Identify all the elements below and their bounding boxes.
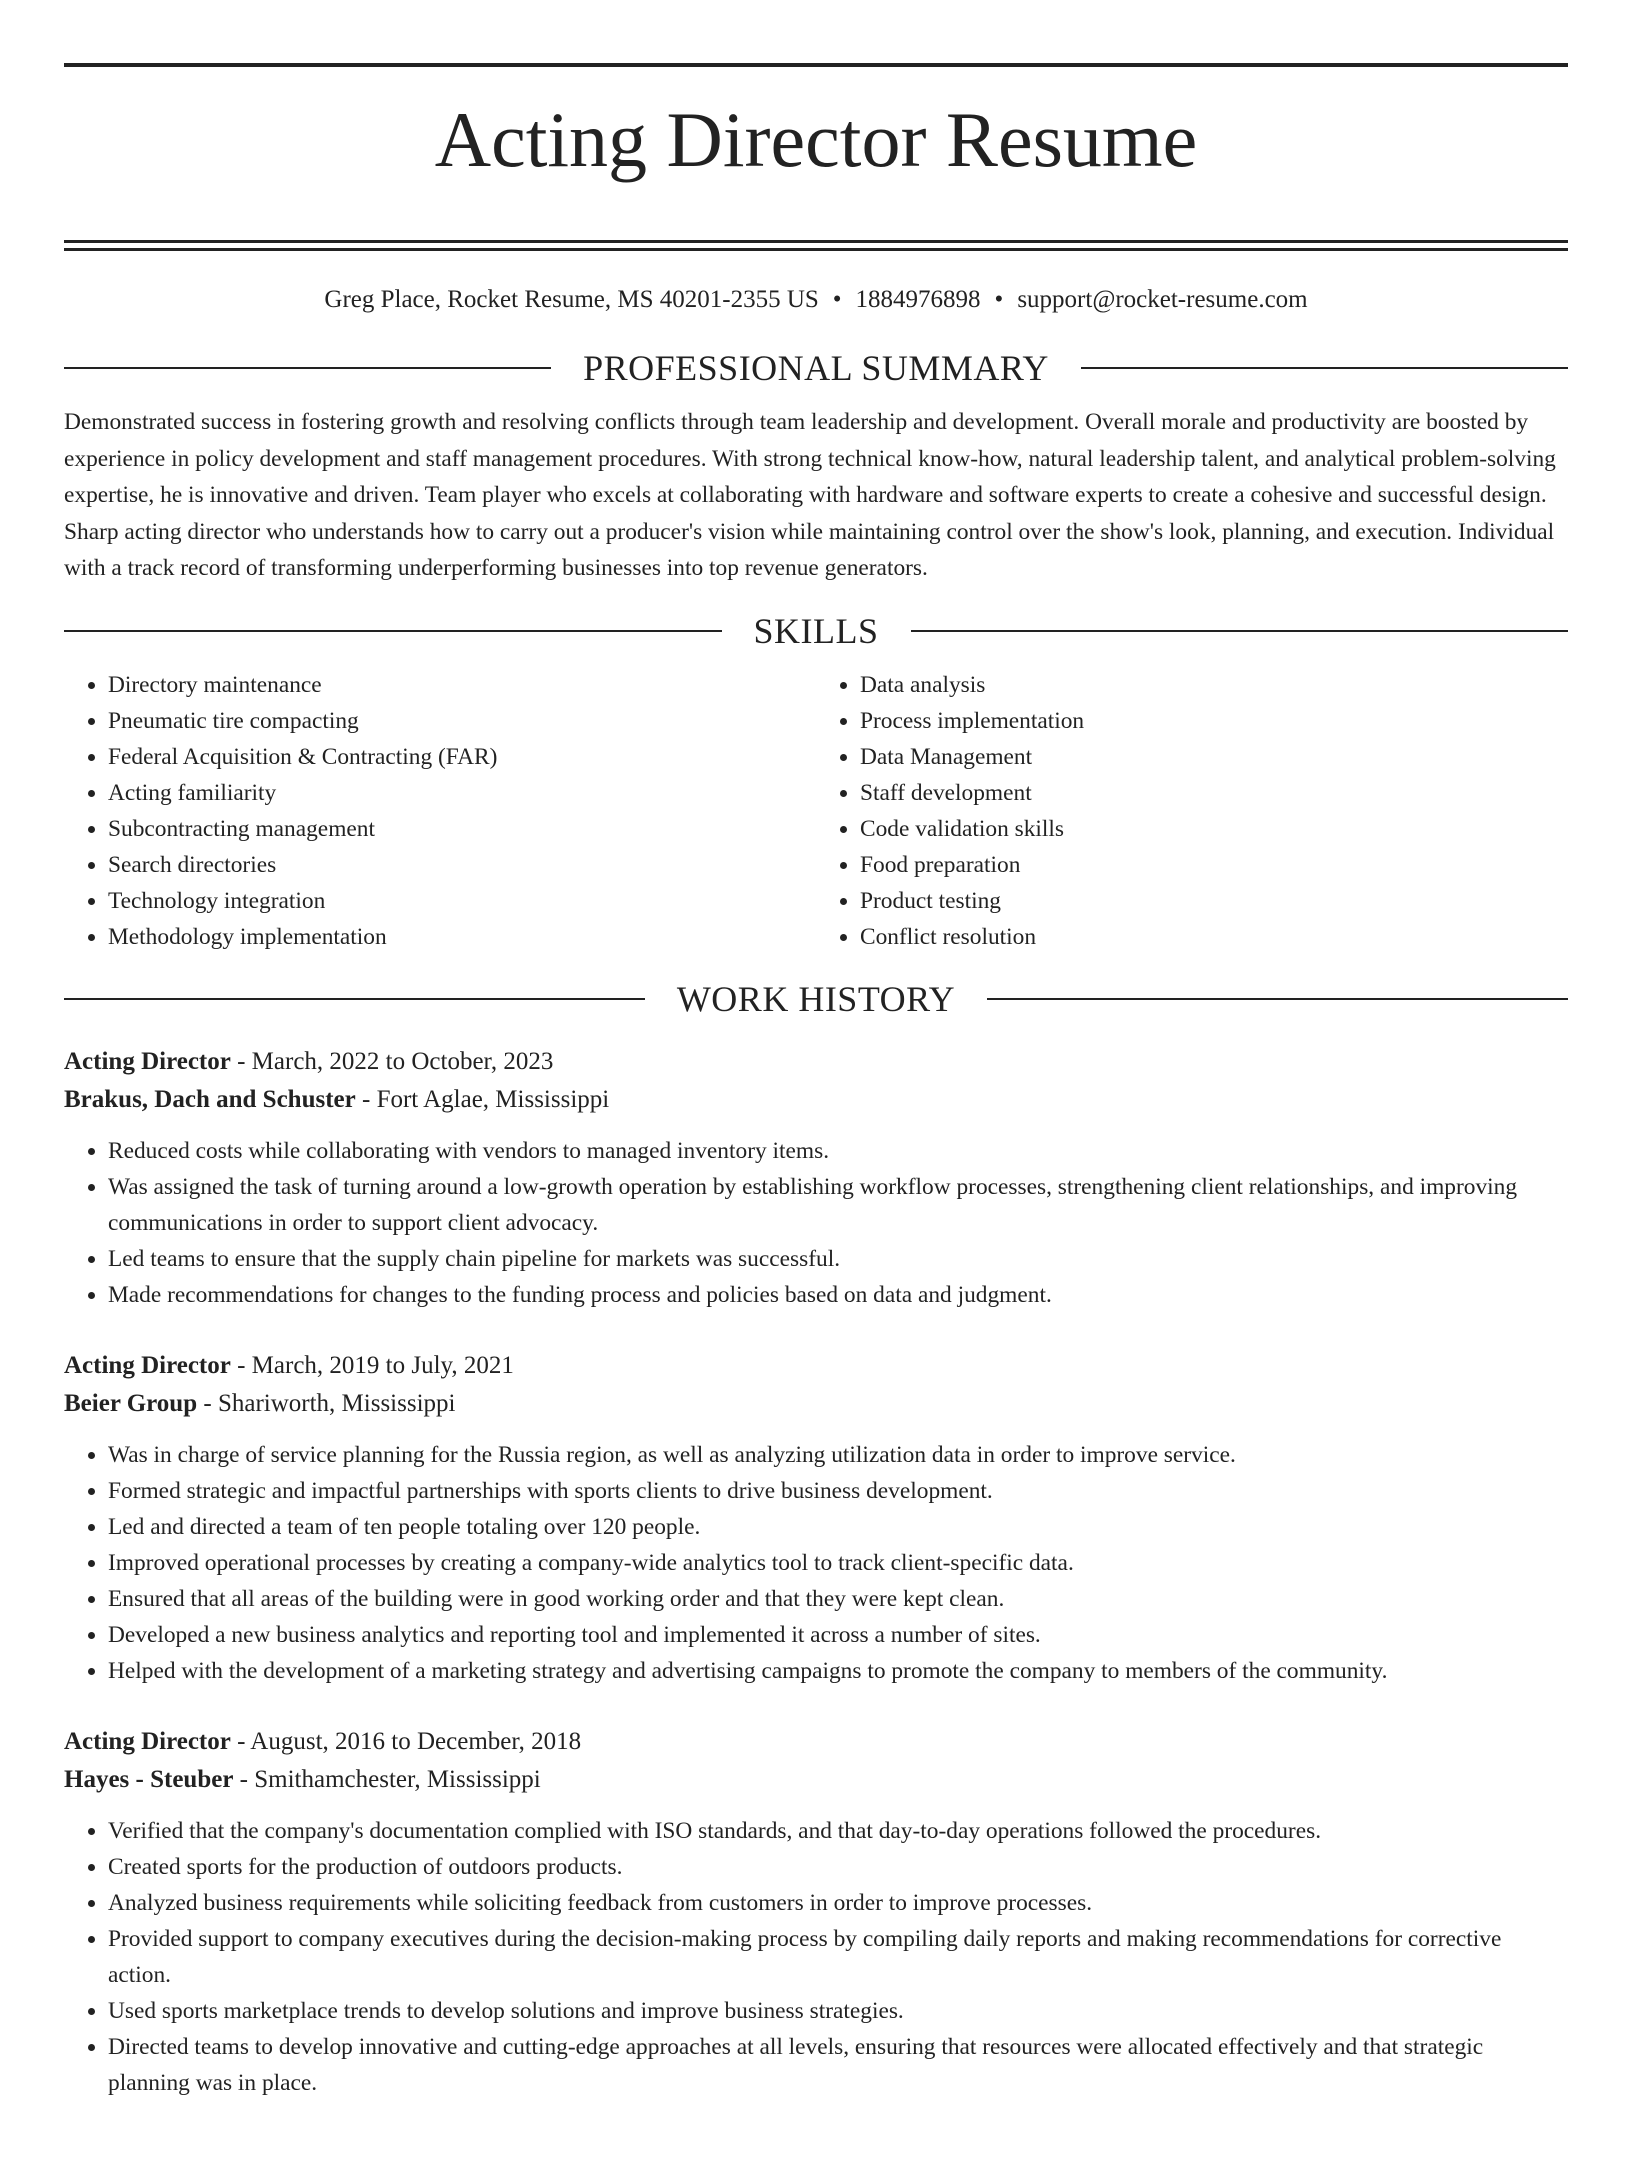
job-bullet: • Ensured that all areas of the building were in good working order and that they were kept clean. [108,1581,1568,1617]
skills-list-left [64,667,816,955]
contact-separator: • [832,286,842,313]
job-location: Fort Aglae, Mississippi [376,1085,610,1113]
job-bullet: • Improved operational processes by creating a company-wide analytics tool to track client-specific data. [108,1545,1568,1581]
job-bullet: • Reduced costs while collaborating with vendors to managed inventory items. [108,1133,1568,1169]
job-bullet: • Led and directed a team of ten people totaling over 120 people. [108,1509,1568,1545]
job-bullet: • Helped with the development of a marketing strategy and advertising campaigns to promote the company to members of the community. [108,1653,1568,1689]
section-heading-skills [64,609,1568,653]
heading-rule-right [911,630,1569,632]
job-bullet: • Made recommendations for changes to the funding process and policies based on data and judgment. [108,1277,1568,1313]
contact-email: support@rocket-resume.com [1017,286,1308,313]
job-bullet: • Analyzed business requirements while soliciting feedback from customers in order to improve processes. [108,1885,1568,1921]
section-title: SKILLS [753,610,879,651]
job-location: Shariworth, Mississippi [217,1389,456,1417]
job-title-line: Acting Director - August, 2016 to December, 2018 [64,1727,582,1755]
skill-item: • Technology integration [108,883,816,919]
skill-item: • Food preparation [860,847,1568,883]
page-title: Acting Director Resume [434,96,1198,183]
job-bullet: • Was in charge of service planning for the Russia region, as well as analyzing utilization data in order to improve service. [108,1437,1568,1473]
job-company: Beier Group [64,1389,198,1417]
skills-list-right [816,667,1568,955]
skill-item: • Code validation skills [860,811,1568,847]
job-title: Acting Director [64,1047,231,1075]
job-entry [64,1043,1568,1313]
skill-item: • Federal Acquisition & Contracting (FAR) [108,739,816,775]
skill-item: • Directory maintenance [108,667,816,703]
heading-rule-right [1081,367,1568,369]
job-entry [64,1347,1568,1689]
job-entry [64,1723,1568,2101]
skill-item: • Data analysis [860,667,1568,703]
job-bullets [64,1133,1568,1313]
skill-item: • Conflict resolution [860,919,1568,955]
job-company-line: Hayes - Steuber - Smithamchester, Mississippi [64,1765,541,1793]
job-bullet: • Directed teams to develop innovative and cutting-edge approaches at all levels, ensuring that resources were allocated effectively and that strategic planning was in place. [108,2029,1568,2101]
job-bullets [64,1813,1568,2101]
job-dates: March, 2019 to July, 2021 [251,1351,514,1379]
skill-item: • Pneumatic tire compacting [108,703,816,739]
heading-rule-left [64,630,722,632]
work-history-list [64,1043,1568,2101]
contact-separator: • [994,286,1004,313]
resume-page [0,63,1632,2175]
skill-item: • Product testing [860,883,1568,919]
job-dates: March, 2022 to October, 2023 [251,1047,554,1075]
job-company-line: Beier Group - Shariworth, Mississippi [64,1389,456,1417]
job-bullet: • Led teams to ensure that the supply chain pipeline for markets was successful. [108,1241,1568,1277]
section-heading-work-history [64,977,1568,1021]
job-bullets [64,1437,1568,1689]
section-title: WORK HISTORY [676,978,956,1019]
skill-item: • Process implementation [860,703,1568,739]
job-title: Acting Director [64,1727,231,1755]
job-dates: August, 2016 to December, 2018 [250,1727,582,1755]
job-title-line: Acting Director - March, 2019 to July, 2021 [64,1351,514,1379]
skills-columns [64,667,1568,955]
job-bullet: • Provided support to company executives during the decision-making process by compiling daily reports and making recommendations for corrective action. [108,1921,1568,1993]
job-bullet: • Was assigned the task of turning around a low-growth operation by establishing workflow processes, strengthening client relationships, and improving communications in order to support client advocacy. [108,1169,1568,1241]
section-heading-summary [64,346,1568,390]
section-title: PROFESSIONAL SUMMARY [583,348,1049,388]
summary-paragraph: Demonstrated success in fostering growth and resolving conflicts through team leadership and development. Overall morale and productivity are boosted by experience in policy development and staff management procedures. With strong technical know-how, natural leadership talent, and analytical problem-solving expertise, he is innovative and driven. Team player who excels at collaborating with hardware and software experts to create a cohesive and successful design. Sharp acting director who understands how to carry out a producer's vision while maintaining control over the show's look, planning, and execution. Individual with a track record of transforming underperforming businesses into top revenue generators. [64,409,1556,582]
contact-address: Greg Place, Rocket Resume, MS 40201-2355 US [324,286,819,313]
job-bullet: • Developed a new business analytics and reporting tool and implemented it across a number of sites. [108,1617,1568,1653]
skill-item: • Search directories [108,847,816,883]
job-location: Smithamchester, Mississippi [254,1765,541,1793]
heading-rule-left [64,998,645,1000]
heading-rule-right [987,998,1568,1000]
job-title-line: Acting Director - March, 2022 to October, 2023 [64,1047,554,1075]
job-bullet: • Used sports marketplace trends to develop solutions and improve business strategies. [108,1993,1568,2029]
skill-item: • Staff development [860,775,1568,811]
job-company: Brakus, Dach and Schuster [64,1085,356,1113]
contact-phone: 1884976898 [855,286,981,313]
skill-item: • Acting familiarity [108,775,816,811]
job-bullet: • Verified that the company's documentation complied with ISO standards, and that day-to-day operations followed the procedures. [108,1813,1568,1849]
job-company: Hayes - Steuber [64,1765,234,1793]
job-bullet: • Created sports for the production of outdoors products. [108,1849,1568,1885]
skill-item: • Subcontracting management [108,811,816,847]
contact-line [64,284,1568,316]
job-bullet: • Formed strategic and impactful partnerships with sports clients to drive business development. [108,1473,1568,1509]
job-title: Acting Director [64,1351,231,1379]
heading-rule-left [64,367,551,369]
skill-item: • Methodology implementation [108,919,816,955]
job-company-line: Brakus, Dach and Schuster - Fort Aglae, Mississippi [64,1085,610,1113]
title-bottom-double-rule [64,240,1568,251]
skill-item: • Data Management [860,739,1568,775]
